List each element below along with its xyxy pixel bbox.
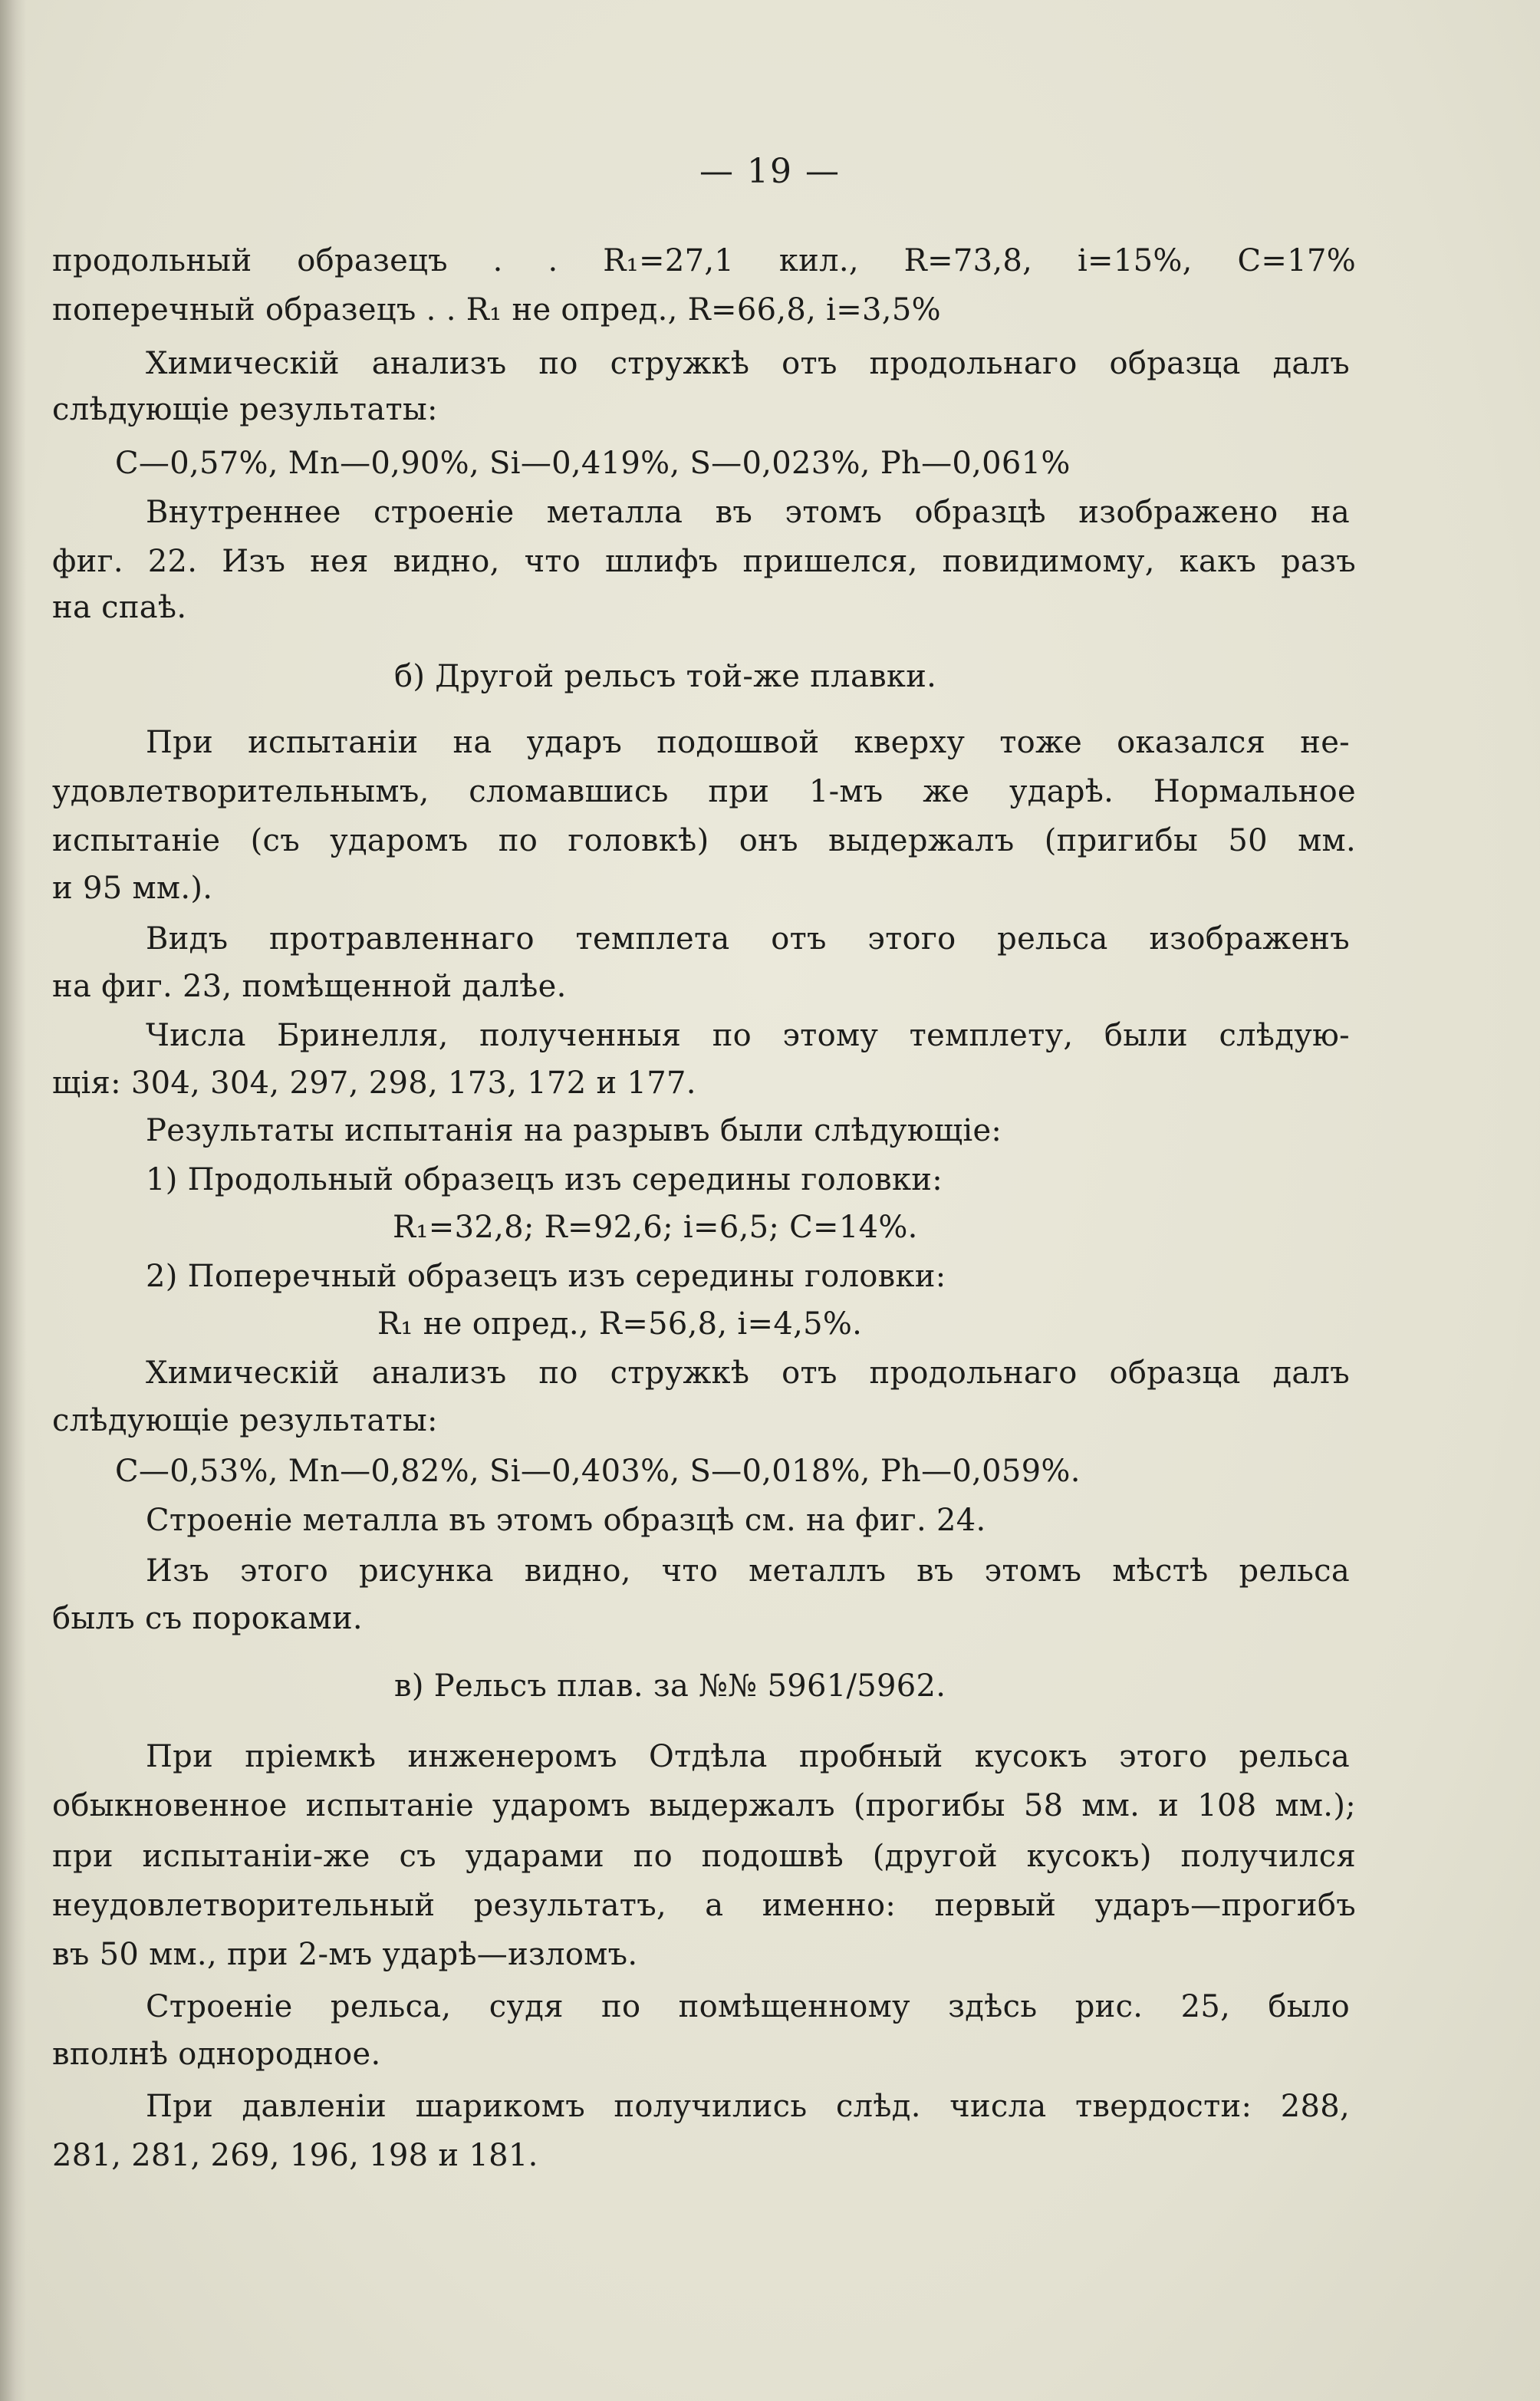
text-line: Результаты испытанія на разрывъ были слѣдующіе: bbox=[146, 1113, 1002, 1148]
text-line: былъ съ пороками. bbox=[52, 1601, 363, 1636]
text-line: Строеніе рельса, судя по помѣщенному здѣсь рис. 25, было bbox=[146, 1989, 1350, 2024]
text-line: на спаѣ. bbox=[52, 590, 187, 625]
text-line: вполнѣ однородное. bbox=[52, 2037, 381, 2072]
text-line: продольный образецъ . . R₁=27,1 кил., R=73,8, i=15%, C=17% bbox=[52, 243, 1356, 278]
text-line: Внутреннее строеніе металла въ этомъ образцѣ изображено на bbox=[146, 495, 1350, 530]
text-line: при испытаніи-же съ ударами по подошвѣ (другой кусокъ) получился bbox=[52, 1839, 1356, 1874]
text-line: обыкновенное испытаніе ударомъ выдержалъ (прогибы 58 мм. и 108 мм.); bbox=[52, 1788, 1356, 1823]
text-line: и 95 мм.). bbox=[52, 871, 213, 906]
chemical-analysis-line: C—0,57%, Mn—0,90%, Si—0,419%, S—0,023%, Ph—0,061% bbox=[115, 446, 1071, 481]
text-line: Строеніе металла въ этомъ образцѣ см. на фиг. 24. bbox=[146, 1503, 986, 1538]
list-item: 1) Продольный образецъ изъ середины головки: bbox=[146, 1162, 943, 1197]
page-number: — 19 — bbox=[699, 152, 841, 191]
text-line: слѣдующіе результаты: bbox=[52, 392, 438, 427]
text-line: поперечный образецъ . . R₁ не опред., R=66,8, i=3,5% bbox=[52, 292, 941, 328]
text-line: Видъ протравленнаго темплета отъ этого рельса изображенъ bbox=[146, 921, 1350, 957]
section-heading: в) Рельсъ плав. за №№ 5961/5962. bbox=[394, 1668, 946, 1704]
text-line: При испытаніи на ударъ подошвой кверху тоже оказался не- bbox=[146, 725, 1350, 760]
chemical-analysis-line: C—0,53%, Mn—0,82%, Si—0,403%, S—0,018%, Ph—0,059%. bbox=[115, 1454, 1081, 1489]
test-result-line: R₁ не опред., R=56,8, i=4,5%. bbox=[377, 1306, 863, 1342]
test-result-line: R₁=32,8; R=92,6; i=6,5; C=14%. bbox=[393, 1210, 918, 1245]
text-line: При давленіи шарикомъ получились слѣд. числа твердости: 288, bbox=[146, 2089, 1350, 2124]
section-heading: б) Другой рельсъ той-же плавки. bbox=[394, 659, 937, 694]
text-line: Изъ этого рисунка видно, что металлъ въ этомъ мѣстѣ рельса bbox=[146, 1553, 1350, 1589]
text-line: на фиг. 23, помѣщенной далѣе. bbox=[52, 969, 567, 1004]
text-line: удовлетворительнымъ, сломавшись при 1-мъ же ударѣ. Нормальное bbox=[52, 774, 1356, 809]
text-line: слѣдующіе результаты: bbox=[52, 1403, 438, 1438]
text-line: При пріемкѣ инженеромъ Отдѣла пробный кусокъ этого рельса bbox=[146, 1739, 1350, 1774]
text-line: испытаніе (съ ударомъ по головкѣ) онъ выдержалъ (пригибы 50 мм. bbox=[52, 823, 1356, 858]
text-line: въ 50 мм., при 2-мъ ударѣ—изломъ. bbox=[52, 1937, 638, 1972]
list-item: 2) Поперечный образецъ изъ середины головки: bbox=[146, 1259, 946, 1294]
text-line: Химическій анализъ по стружкѣ отъ продольнаго образца далъ bbox=[146, 1355, 1350, 1391]
text-line: неудовлетворительный результатъ, а именно: первый ударъ—прогибъ bbox=[52, 1888, 1356, 1923]
page-spine-shadow bbox=[0, 0, 26, 2401]
text-line: 281, 281, 269, 196, 198 и 181. bbox=[52, 2138, 538, 2173]
text-line: Химическій анализъ по стружкѣ отъ продольнаго образца далъ bbox=[146, 346, 1350, 381]
text-line: фиг. 22. Изъ нея видно, что шлифъ пришелся, повидимому, какъ разъ bbox=[52, 544, 1356, 579]
text-line: Числа Бринелля, полученныя по этому темплету, были слѣдую- bbox=[146, 1018, 1350, 1053]
text-line: щія: 304, 304, 297, 298, 173, 172 и 177. bbox=[52, 1065, 696, 1101]
